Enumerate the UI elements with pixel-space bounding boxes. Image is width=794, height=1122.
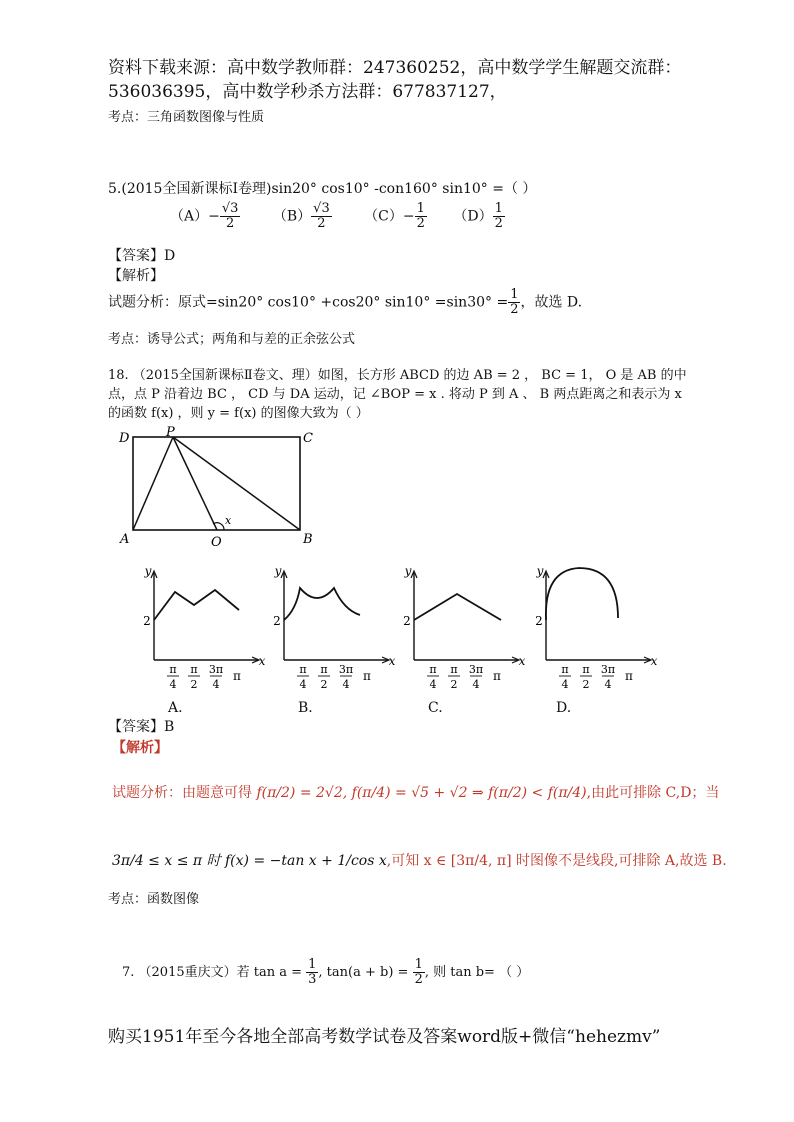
q18-stem: [108, 366, 687, 423]
graph-option-label-a: A.: [168, 700, 183, 716]
tick-num-0: π: [561, 663, 569, 676]
tick-num-0: π: [429, 663, 437, 676]
graph-option-d: [532, 563, 658, 693]
graph-option-c: [400, 563, 526, 693]
q5-analysis: 试题分析：原式=sin20° cos10° +cos20° sin10° =sin30° = $\frac{1}{2}$ ，故选 D.: [108, 287, 583, 317]
graph-option-label-b: B.: [298, 700, 313, 716]
label-o: O: [211, 535, 222, 550]
tick-den-0: 4: [561, 678, 569, 691]
tick-pi: π: [625, 669, 633, 683]
tick-num-1: π: [320, 663, 328, 676]
tick-num-0: π: [169, 663, 177, 676]
tick-num-2: 3π: [468, 663, 484, 676]
q5-answer: 【答案】D: [108, 248, 176, 264]
tick-num-2: 3π: [338, 663, 354, 676]
x-label: x: [388, 654, 396, 668]
tick-den-1: 2: [320, 678, 328, 691]
graph-option-label-c: C.: [428, 700, 443, 716]
label-a: A: [120, 532, 130, 547]
header-source: [108, 56, 681, 104]
function-curve: [546, 568, 618, 620]
tick-pi: π: [233, 669, 241, 683]
kaodian-1: 考点：三角函数图像与性质: [108, 110, 265, 125]
label-p: P: [166, 425, 175, 440]
q18-line1: 18. （2015全国新课标Ⅱ卷文、理）如图，长方形 ABCD 的边 AB = 2 ， BC = 1， O 是 AB 的中: [108, 368, 687, 383]
x-label: x: [650, 654, 658, 668]
label-d: D: [119, 431, 130, 446]
q5-option-a: （A）− $\frac{√3}{2}$: [170, 201, 239, 231]
q5-options: [170, 202, 533, 231]
y-tick-2: 2: [535, 614, 543, 628]
x-label: x: [518, 654, 526, 668]
y-label: y: [404, 564, 412, 578]
q7-stem: 7. （2015重庆文）若 tan a = $\frac{1}{3}$ , tan(a + b) = $\frac{1}{2}$ , 则 tan b= （ ）: [122, 957, 530, 987]
q5-jiexi: 【解析】: [108, 268, 164, 284]
header-line1: 资料下载来源：高中数学教师群：247360252，高中数学学生解题交流群：: [108, 58, 682, 78]
y-tick-2: 2: [143, 614, 151, 628]
function-curve: [284, 588, 360, 620]
tick-den-2: 4: [472, 678, 480, 691]
tick-den-0: 4: [429, 678, 437, 691]
tick-den-0: 4: [169, 678, 177, 691]
q18-line2: 点，点 P 沿着边 BC ， CD 与 DA 运动，记 ∠BOP = x . 将动 P 到 A 、 B 两点距离之和表示为 x: [108, 387, 682, 402]
tick-num-2: 3π: [208, 663, 224, 676]
function-curve: [154, 590, 239, 620]
tick-den-2: 4: [604, 678, 612, 691]
q5-kaodian: 考点：诱导公式；两角和与差的正余弦公式: [108, 332, 356, 347]
graph-option-b: [270, 563, 396, 693]
q18-analysis-1: 试题分析：由题意可得 f(π/2) = 2√2, f(π/4) = √5 + √2 ⇒ f(π/2) < f(π/4),由此可排除 C,D；当: [112, 785, 720, 801]
line-po: [173, 437, 217, 530]
label-c: C: [303, 431, 313, 446]
graph-option-a: [140, 563, 266, 693]
q18-line3: 的函数 f(x) ，则 y = f(x) 的图像大致为（ ）: [108, 406, 369, 421]
tick-num-0: π: [299, 663, 307, 676]
line-ap: [133, 437, 173, 530]
y-label: y: [536, 564, 544, 578]
y-tick-2: 2: [403, 614, 411, 628]
graph-option-label-d: D.: [556, 700, 572, 716]
header-line2: 536036395，高中数学秒杀方法群：677837127，: [108, 82, 507, 102]
rect-abcd: [133, 437, 300, 530]
tick-num-2: 3π: [600, 663, 616, 676]
q5-option-d: （D） $\frac{1}{2}$: [453, 201, 503, 231]
tick-den-2: 4: [342, 678, 350, 691]
y-label: y: [274, 564, 282, 578]
rectangle-figure: [115, 425, 325, 550]
function-curve: [414, 594, 501, 620]
tick-num-1: π: [582, 663, 590, 676]
label-b: B: [303, 532, 313, 547]
tick-pi: π: [363, 669, 371, 683]
q5-stem: 5.(2015全国新课标Ⅰ卷理)sin20° cos10° -con160° sin10° =（ ）: [108, 181, 537, 197]
q18-answer: 【答案】B: [108, 719, 175, 735]
tick-den-2: 4: [212, 678, 220, 691]
x-label: x: [258, 654, 266, 668]
y-tick-2: 2: [273, 614, 281, 628]
tick-den-1: 2: [582, 678, 590, 691]
tick-pi: π: [493, 669, 501, 683]
line-pb: [173, 437, 300, 530]
tick-den-0: 4: [299, 678, 307, 691]
tick-den-1: 2: [190, 678, 198, 691]
tick-num-1: π: [190, 663, 198, 676]
label-x: x: [225, 514, 232, 527]
tick-den-1: 2: [450, 678, 458, 691]
footer-ad: 购买1951年至今各地全部高考数学试卷及答案word版+微信“hehezmv”: [108, 1027, 661, 1047]
q18-jiexi: 【解析】: [112, 740, 168, 756]
q5-option-b: （B） $\frac{√3}{2}$: [272, 201, 330, 231]
q18-kaodian: 考点：函数图像: [108, 892, 200, 907]
q18-analysis-2: 3π/4 ≤ x ≤ π 时 f(x) = −tan x + 1/cos x,可知 x ∈ [3π/4, π] 时图像不是线段,可排除 A,故选 B.: [112, 853, 727, 869]
tick-num-1: π: [450, 663, 458, 676]
y-label: y: [144, 564, 152, 578]
q5-option-c: （C）− $\frac{1}{2}$: [364, 201, 425, 231]
